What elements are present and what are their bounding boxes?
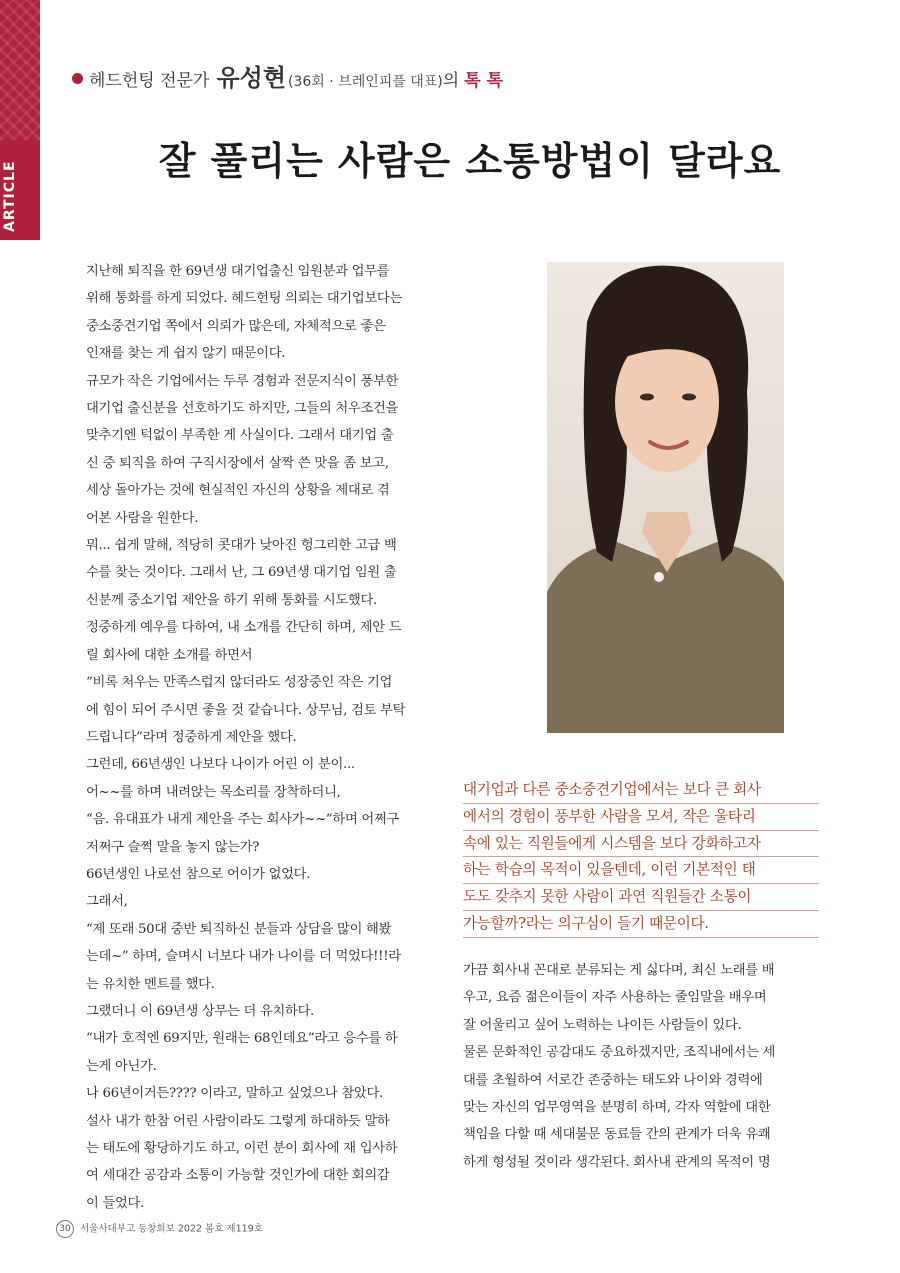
quote-line: 대기업과 다른 중소중견기업에서는 보다 큰 회사 bbox=[463, 777, 819, 804]
text-line: 신분께 중소기업 제안을 하기 위해 통화를 시도했다. bbox=[86, 592, 377, 608]
text-line: 잘 어울리고 싶어 노력하는 나이든 사람들이 있다. bbox=[463, 1017, 742, 1033]
text-line: 설사 내가 한참 어린 사람이라도 그렇게 하대하듯 말하 bbox=[86, 1113, 390, 1129]
quote-line: 에서의 경험이 풍부한 사람을 모셔, 작은 울타리 bbox=[463, 804, 819, 831]
author-name: 유성현 bbox=[216, 64, 287, 92]
page-footer bbox=[56, 1220, 263, 1238]
author-photo bbox=[547, 262, 784, 733]
text-line: 저쩌구 슬쩍 말을 놓지 않는가? bbox=[86, 839, 260, 855]
text-line: “내가 호적엔 69지만, 원래는 68인데요”라고 응수를 하 bbox=[86, 1031, 398, 1047]
text-line: 에 힘이 되어 주시면 좋을 것 같습니다. 상무님, 검토 부탁 bbox=[86, 702, 406, 718]
right-column bbox=[463, 957, 819, 1176]
text-line: 그래서, bbox=[86, 894, 128, 910]
bullet-dot-icon bbox=[72, 73, 83, 84]
article-headline: 잘 풀리는 사람은 소통방법이 달라요 bbox=[158, 139, 782, 183]
text-line: “음. 유대표가 내게 제안을 주는 회사가~~”하며 어쩌구 bbox=[86, 812, 400, 828]
text-line: 하게 형성될 것이라 생각된다. 회사내 관계의 목적이 명 bbox=[463, 1154, 771, 1170]
pull-quote bbox=[463, 777, 819, 938]
quote-line: 도도 갖추지 못한 사람이 과연 직원들간 소통이 bbox=[463, 884, 819, 911]
text-line: 뭐... 쉽게 말해, 적당히 콧대가 낮아진 헝그리한 고급 백 bbox=[86, 538, 397, 554]
text-line: 인재를 찾는 게 쉽지 않기 때문이다. bbox=[86, 346, 286, 362]
text-line: 지난해 퇴직을 한 69년생 대기업출신 임원분과 업무를 bbox=[86, 264, 390, 279]
text-line: 대를 초월하여 서로간 존중하는 태도와 나이와 경력에 bbox=[463, 1072, 763, 1088]
text-line: 신 중 퇴직을 하여 구직시장에서 살짝 쓴 맛을 좀 보고, bbox=[86, 455, 389, 471]
text-line: 맞추기엔 턱없이 부족한 게 사실이다. 그래서 대기업 출 bbox=[86, 428, 394, 444]
left-column bbox=[86, 258, 440, 1217]
text-line: 이 들었다. bbox=[86, 1195, 145, 1211]
kicker-prefix: 헤드헌팅 전문가 bbox=[89, 71, 210, 91]
page-number: 30 bbox=[56, 1220, 74, 1238]
issue-label: 2022 봄호 제119호 bbox=[177, 1223, 263, 1235]
text-line: 어~~를 하며 내려앉는 목소리를 장착하더니, bbox=[86, 784, 341, 800]
text-line: 는 태도에 황당하기도 하고, 이런 분이 회사에 재 입사하 bbox=[86, 1141, 398, 1156]
text-line: 그런데, 66년생인 나보다 나이가 어린 이 분이... bbox=[86, 757, 355, 773]
text-line: 대기업 출신분을 선호하기도 하지만, 그들의 처우조건을 bbox=[86, 401, 399, 417]
author-affiliation: (36회 · 브레인피플 대표) bbox=[288, 74, 443, 90]
text-line: “제 또래 50대 중반 퇴직하신 분들과 상담을 많이 해봤 bbox=[86, 921, 392, 937]
text-line: 우고, 요즘 젊은이들이 자주 사용하는 줄임말을 배우며 bbox=[463, 990, 767, 1006]
text-line: 중소중견기업 쪽에서 의뢰가 많은데, 자체적으로 좋은 bbox=[86, 318, 386, 334]
text-line: 가끔 회사내 꼰대로 분류되는 게 싫다며, 최신 노래를 배 bbox=[463, 963, 775, 978]
text-line: 드립니다”라며 정중하게 제안을 했다. bbox=[86, 729, 297, 745]
text-line: 책임을 다할 때 세대불문 동료들 간의 관계가 더욱 유쾌 bbox=[463, 1127, 771, 1143]
quote-line: 가능할까?라는 의구심이 들기 때문이다. bbox=[463, 911, 819, 938]
text-line: 는게 아닌가. bbox=[86, 1058, 157, 1074]
publication-name: 서울사대부고 동창회보 bbox=[80, 1223, 175, 1235]
column-name: 톡 톡 bbox=[464, 71, 504, 91]
text-line: 맞는 자신의 업무영역을 분명히 하며, 각자 역할에 대한 bbox=[463, 1100, 771, 1116]
article-side-band bbox=[0, 0, 40, 240]
column-kicker bbox=[72, 58, 503, 93]
text-line: 어본 사람을 원한다. bbox=[86, 510, 199, 526]
text-line: “비록 처우는 만족스럽지 않더라도 성장중인 작은 기업 bbox=[86, 675, 393, 691]
kicker-suffix: 의 bbox=[442, 71, 460, 91]
quote-line: 속에 있는 직원들에게 시스템을 보다 강화하고자 bbox=[463, 831, 819, 858]
text-line: 그랬더니 이 69년생 상무는 더 유치하다. bbox=[86, 1003, 315, 1019]
author-portrait-image bbox=[547, 262, 784, 733]
text-line: 정중하게 예우를 다하여, 내 소개를 간단히 하며, 제안 드 bbox=[86, 620, 402, 636]
text-line: 는 유치한 멘트를 했다. bbox=[86, 976, 215, 992]
text-line: 여 세대간 공감과 소통이 가능할 것인가에 대한 회의감 bbox=[86, 1168, 390, 1184]
text-line: 나 66년이거든???? 이라고, 말하고 싶었으나 참았다. bbox=[86, 1086, 383, 1102]
text-line: 66년생인 나로선 참으로 어이가 없었다. bbox=[86, 866, 311, 882]
text-line: 세상 돌아가는 것에 현실적인 자신의 상황을 제대로 겪 bbox=[86, 483, 390, 499]
decorative-pattern bbox=[0, 0, 40, 140]
text-line: 위해 통화를 하게 되었다. 헤드헌팅 의뢰는 대기업보다는 bbox=[86, 291, 403, 307]
section-label: ARTICLE bbox=[2, 160, 18, 232]
text-line: 수를 찾는 것이다. 그래서 난, 그 69년생 대기업 임원 출 bbox=[86, 565, 397, 581]
text-line: 릴 회사에 대한 소개를 하면서 bbox=[86, 647, 253, 663]
text-line: 물론 문화적인 공감대도 중요하겠지만, 조직내에서는 세 bbox=[463, 1045, 776, 1061]
quote-line: 하는 학습의 목적이 있을텐데, 이런 기본적인 태 bbox=[463, 857, 819, 884]
text-line: 는데~” 하며, 슬며시 너보다 내가 나이를 더 먹었다!!!라 bbox=[86, 949, 401, 965]
text-line: 규모가 작은 기업에서는 두루 경험과 전문지식이 풍부한 bbox=[86, 373, 399, 389]
